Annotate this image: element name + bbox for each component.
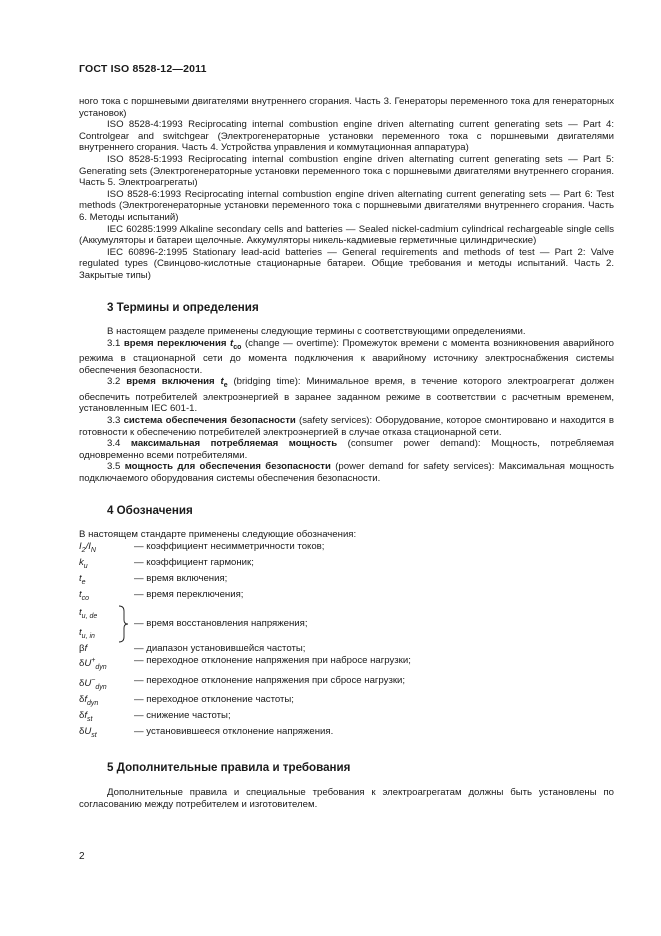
symbol-description: — установившееся отклонение напряжения. — [134, 726, 334, 738]
term-text: (bridging time): Минимальное время, в течение которого электроагрегат должен обеспечить потребителей электроэнергией в заранее заданном режиме в соответствии с расчетным временем, установленным IEC 601-1. — [79, 376, 614, 415]
term-number: 3.1 — [107, 337, 124, 349]
term-name: максимальная потребляемая мощность — [130, 438, 338, 450]
symbol-superscript: − — [91, 676, 96, 684]
symbol-cell — [79, 694, 134, 710]
symbol-prefix: δ — [79, 710, 85, 722]
term-definition — [79, 338, 614, 377]
terms-list — [79, 338, 614, 485]
symbol-cell — [79, 557, 134, 573]
symbol-row — [79, 675, 411, 694]
reference-item: IEC 60896-2:1995 Stationary lead-acid batteries — General requirements and methods of test — Part 2: Valve regulated types (Свинцово-кислотные стационарные батареи. Общие требования и методы испытаний. Часть 2. Закрытые типы) — [79, 246, 614, 281]
symbol-letter: k — [79, 556, 84, 568]
term-definition — [79, 461, 614, 484]
symbol-row — [79, 573, 411, 589]
symbol-description: — время восстановления напряжения; — [134, 618, 308, 630]
symbol-cell — [79, 605, 134, 643]
section-3-intro: В настоящем разделе применены следующие термины с соответствующими определениями. — [107, 326, 526, 338]
symbol-subscript: st — [91, 732, 97, 740]
section-4-title: 4 Обозначения — [107, 503, 193, 517]
term-definition — [79, 376, 614, 415]
symbol-cell — [79, 726, 134, 742]
symbol-row — [79, 726, 411, 742]
symbol-cell — [79, 541, 134, 557]
symbol-subscript: dyn — [87, 699, 99, 707]
symbol-row — [79, 655, 411, 674]
symbol-letter: t — [79, 607, 82, 619]
term-number: 3.2 — [107, 376, 127, 388]
term-number: 3.5 — [107, 461, 125, 473]
symbol-line — [79, 607, 97, 623]
symbol-prefix: β — [79, 643, 85, 655]
term-number: 3.4 — [107, 438, 131, 450]
section-3-title: 3 Термины и определения — [107, 300, 259, 314]
symbol-row — [79, 710, 411, 726]
symbol-subscript: e — [223, 382, 228, 390]
section-5-text: Дополнительные правила и специальные требования к электроагрегатам должны быть установлены по согласованию между потребителем и изготовителем. — [79, 786, 614, 810]
symbol-description: — коэффициент несимметричности токов; — [134, 540, 325, 552]
term-name: время переключения — [123, 337, 231, 349]
symbol-letter: t — [79, 589, 82, 601]
term-text: (consumer power demand): Мощность, потребляемая одновременно всеми потребителями. — [79, 438, 614, 461]
symbol-subscript: dyn — [95, 683, 107, 691]
symbol-letter: /I — [85, 540, 91, 552]
symbol-row — [79, 557, 411, 573]
symbol-subscript: N — [90, 546, 96, 554]
term-symbol — [220, 376, 228, 390]
symbol-prefix: δ — [79, 694, 85, 706]
symbol-cell — [79, 675, 134, 694]
symbol-prefix: δ — [79, 658, 85, 670]
symbol-cell — [79, 573, 134, 589]
symbol-description: — снижение частоты; — [134, 710, 231, 722]
symbol-subscript: u, in — [81, 633, 95, 641]
symbol-letter: U — [84, 726, 92, 738]
symbol-row — [79, 541, 411, 557]
term-definition — [79, 415, 614, 438]
symbol-letter: I — [79, 540, 82, 552]
symbol-subscript: co — [233, 343, 242, 351]
symbol-letter: f — [84, 710, 88, 722]
symbol-description: — время включения; — [134, 573, 228, 585]
reference-item: ного тока с поршневыми двигателями внутреннего сгорания. Часть 3. Генераторы переменного тока для генераторных установок) — [79, 96, 614, 119]
symbol-subscript: st — [87, 716, 93, 724]
symbol-description: — переходное отклонение частоты; — [134, 694, 294, 706]
symbol-subscript: dyn — [95, 664, 107, 672]
symbol-letter: t — [79, 573, 82, 585]
symbol-subscript: 2 — [81, 546, 86, 554]
brace-group — [79, 605, 134, 643]
symbol-row — [79, 589, 411, 605]
reference-item: ISO 8528-4:1993 Reciprocating internal combustion engine driven alternating current generating sets — Part 4: Controlgear and switchgear (Электрогенераторные установки переменного тока с поршневыми двигателями внутреннего сгорания. Часть 4. Устройства управления и коммутационная аппаратура) — [79, 119, 614, 154]
symbol-letter: U — [84, 658, 92, 670]
symbol-cell — [79, 643, 134, 655]
symbol-letter: t — [79, 627, 82, 639]
symbols-table — [79, 541, 411, 743]
symbol-cell — [79, 655, 134, 674]
symbol-description: — время переключения; — [134, 589, 244, 601]
section-4-intro: В настоящем стандарте применены следующие обозначения: — [79, 529, 357, 541]
reference-item: IEC 60285:1999 Alkaline secondary cells and batteries — Sealed nickel-cadmium cylindrical rechargeable single cells (Аккумуляторы и батареи щелочные. Аккумуляторы никель-кадмиевые герметичные цилиндрические) — [79, 223, 614, 247]
term-text: (change — overtime): Промежуток времени с момента возникновения аварийного режима в стационарной сети до момента подключения к аварийному источнику электроснабжения системы обеспечения безопасности. — [79, 337, 614, 376]
symbol-row — [79, 643, 411, 655]
symbol-subscript: co — [81, 595, 90, 603]
term-text: (safety services): Оборудование, которое смонтировано и находится в готовности к обеспечению потребителей электроэнергией в случае отказа стационарной сети. — [79, 415, 614, 438]
symbol-letter: f — [84, 694, 88, 706]
references-list — [79, 96, 614, 282]
symbol-description: — коэффициент гармоник; — [134, 556, 254, 568]
reference-item: ISO 8528-6:1993 Reciprocating internal combustion engine driven alternating current generating sets — Part 6: Test methods (Электрогенераторные установки переменного тока с поршневыми двигателями внутреннего сгорания. Часть 6. Методы испытаний) — [79, 188, 614, 223]
right-brace-icon — [117, 605, 131, 643]
symbol-letter: U — [84, 677, 92, 689]
term-symbol — [230, 338, 241, 349]
symbol-letter: t — [220, 376, 224, 388]
symbol-letter: f — [84, 643, 88, 655]
symbol-prefix: δ — [79, 726, 85, 738]
symbol-subscript: u — [83, 562, 88, 570]
section-5-title: 5 Дополнительные правила и требования — [107, 761, 351, 775]
symbol-row — [79, 694, 411, 710]
term-name: мощность для обеспечения безопасности — [124, 461, 331, 473]
reference-item: ISO 8528-5:1993 Reciprocating internal combustion engine driven alternating current generating sets — Part 5: Generating sets (Электрогенераторные установки переменного тока с поршневыми двигателями внутреннего сгорания. Часть 5. Электроагрегаты) — [79, 153, 614, 189]
symbol-subscript: u, de — [81, 613, 98, 621]
term-number: 3.3 — [107, 415, 124, 427]
term-text: (power demand for safety services): Максимальная мощность подключаемого оборудования системы обеспечения безопасности. — [79, 461, 614, 485]
term-name: время включения — [126, 376, 221, 388]
symbol-subscript: e — [81, 578, 86, 586]
document-header: ГОСТ ISO 8528-12—2011 — [79, 63, 207, 75]
symbol-cell — [79, 589, 134, 605]
symbol-description: — переходное отклонение напряжения при сбросе нагрузки; — [134, 674, 406, 686]
symbol-prefix: δ — [79, 677, 85, 689]
symbol-row-brace — [79, 605, 411, 643]
term-definition — [79, 438, 614, 461]
term-name: система обеспечения безопасности — [123, 415, 296, 427]
document-body — [79, 96, 614, 810]
symbol-line — [79, 627, 95, 643]
symbol-description: — переходное отклонение напряжения при набросе нагрузки; — [134, 655, 411, 667]
symbol-cell — [79, 710, 134, 726]
symbol-description: — диапазон установившейся частоты; — [134, 643, 306, 655]
page-number: 2 — [79, 851, 85, 862]
symbol-superscript: + — [91, 657, 96, 665]
symbol-letter: t — [230, 337, 234, 349]
